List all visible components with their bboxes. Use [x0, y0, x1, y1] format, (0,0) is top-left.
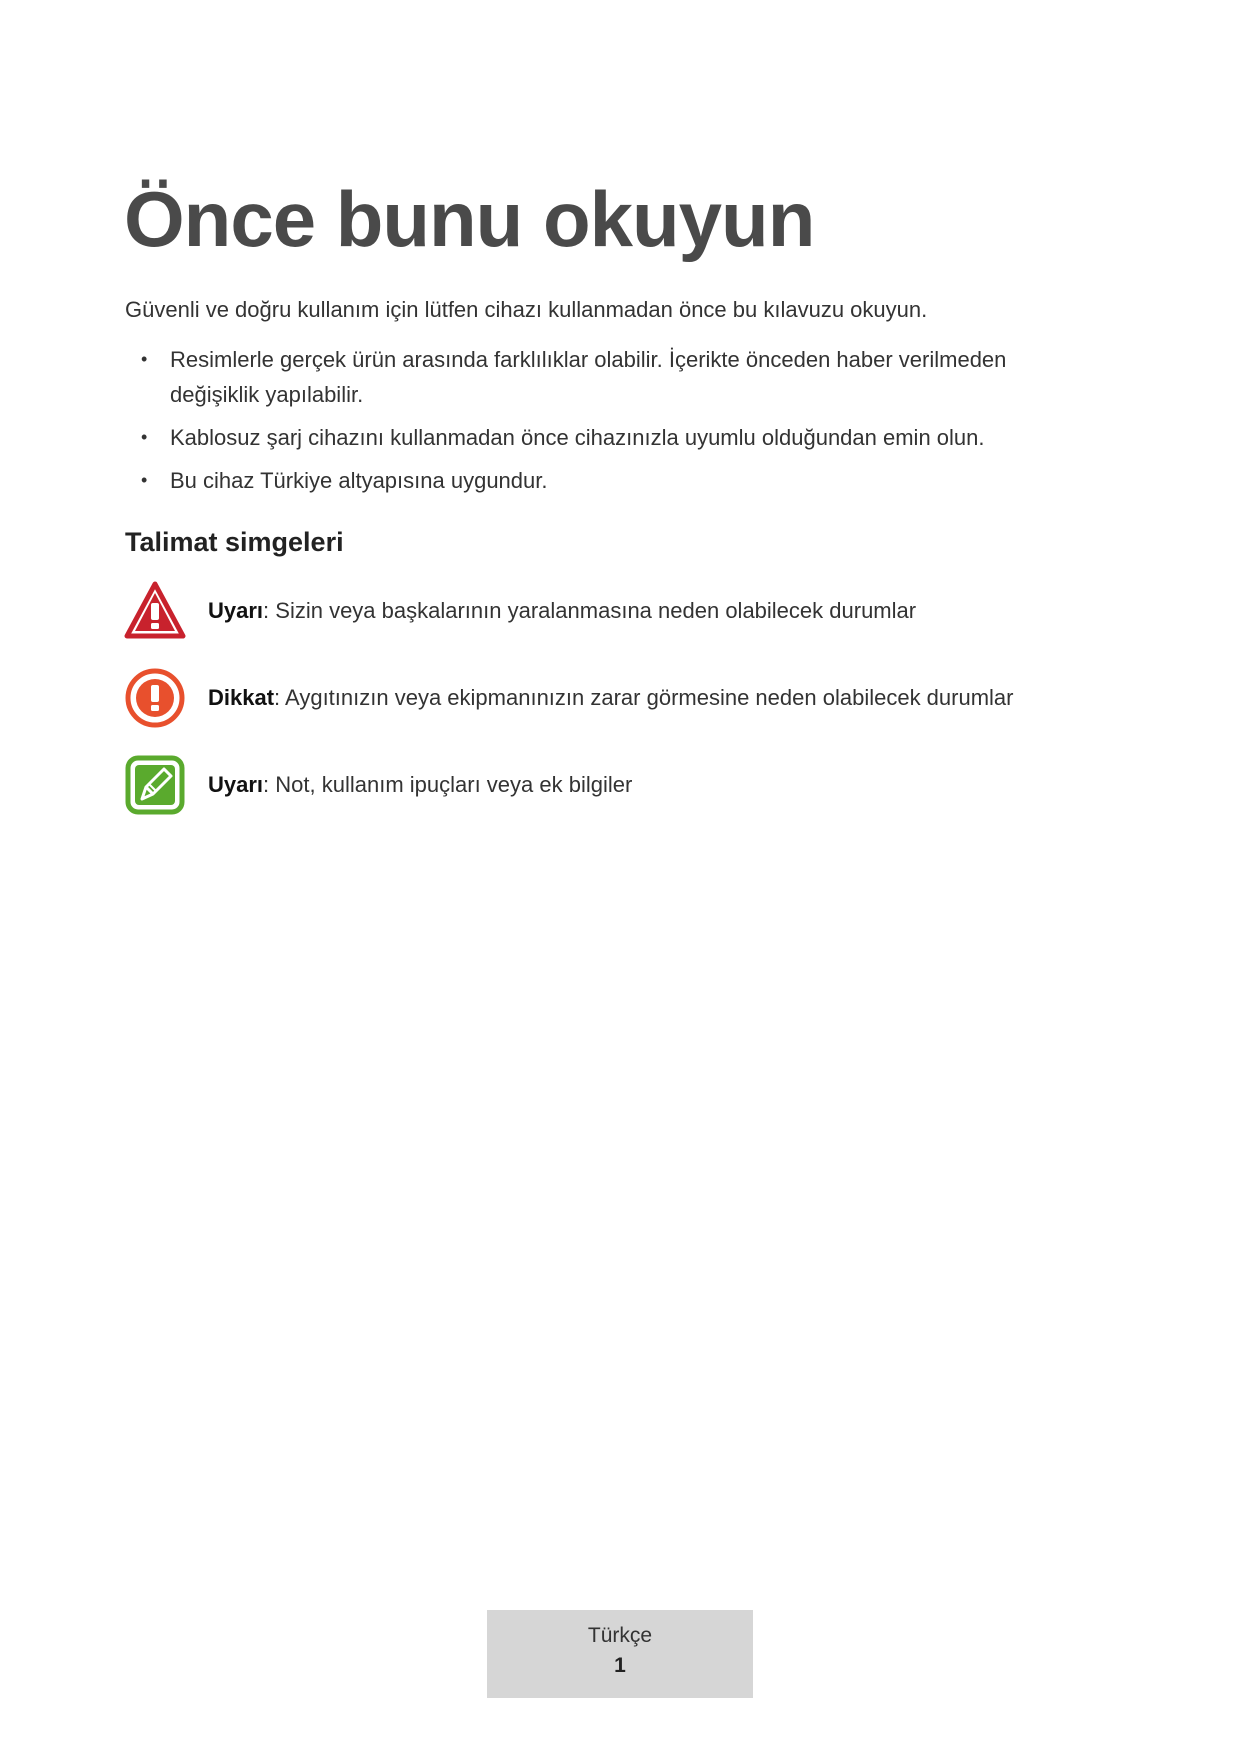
- symbol-row-note: [124, 754, 1124, 816]
- list-item-text: Bu cihaz Türkiye altyapısına uygundur.: [170, 468, 548, 493]
- footer-language: Türkçe: [587, 1624, 653, 1647]
- symbol-description: [208, 598, 916, 624]
- note-pen-icon: [124, 754, 186, 816]
- symbol-label: Uyarı: [208, 598, 264, 623]
- list-item-text: Kablosuz şarj cihazını kullanmadan önce cihazınızla uyumlu olduğundan emin olun.: [170, 425, 985, 450]
- symbol-row-caution: [124, 667, 1124, 729]
- page-title: Önce bunu okuyun: [124, 175, 815, 263]
- notice-list: [125, 342, 1085, 506]
- section-heading: Talimat simgeleri: [125, 527, 344, 557]
- intro-text: Güvenli ve doğru kullanım için lütfen cihazı kullanmadan önce bu kılavuzu okuyun.: [125, 297, 928, 322]
- list-item: [125, 420, 1085, 455]
- bullet-icon: •: [141, 349, 148, 369]
- symbol-text: : Sizin veya başkalarının yaralanmasına neden olabilecek durumlar: [263, 598, 917, 623]
- list-item-text: Resimlerle gerçek ürün arasında farklılıklar olabilir. İçerikte önceden haber verilmeden değişiklik yapılabilir.: [170, 347, 1007, 407]
- symbol-description: [208, 772, 632, 798]
- page-footer: [487, 1610, 753, 1698]
- symbol-description: [208, 685, 1014, 711]
- bullet-icon: •: [141, 470, 148, 490]
- symbol-row-warning: [124, 580, 1124, 642]
- symbol-text: : Aygıtınızın veya ekipmanınızın zarar görmesine neden olabilecek durumlar: [274, 685, 1014, 710]
- page-number: 1: [614, 1654, 626, 1677]
- caution-exclamation-icon: [124, 667, 186, 729]
- warning-triangle-icon: [124, 580, 186, 642]
- bullet-icon: •: [141, 427, 148, 447]
- symbol-text: : Not, kullanım ipuçları veya ek bilgiler: [263, 772, 633, 797]
- symbol-label: Dikkat: [208, 685, 275, 710]
- list-item: [125, 463, 1085, 498]
- symbol-label: Uyarı: [208, 772, 264, 797]
- list-item: [125, 342, 1085, 412]
